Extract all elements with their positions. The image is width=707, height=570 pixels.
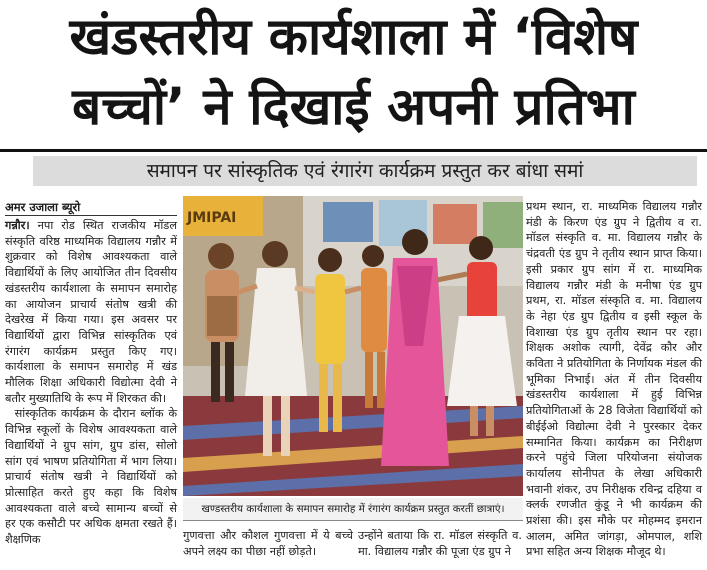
banner-text: JMIPAI <box>187 210 237 226</box>
article-column-left <box>5 218 177 548</box>
headline-line-2: बच्चों’ ने दिखाई अपनी प्रतिभा <box>72 78 635 137</box>
article-column-right <box>526 199 702 560</box>
article-paragraph <box>5 406 177 547</box>
article-column-bottom-2: उन्होंने बताया कि रा. मॉडल संस्कृति व. मा. विद्यालय गन्नौर की पूजा एंड ग्रुप ने <box>358 529 522 558</box>
article-column-bottom-1: गुणवत्ता और कौशल गुणवत्ता में ये बच्चे अपने लक्ष्य का पीछा नहीं छोड़ते। <box>183 529 353 558</box>
byline: अमर उजाला ब्यूरो <box>5 199 177 216</box>
photo-caption: खण्डस्तरीय कार्यशाला के समापन समारोह में रंगारंग कार्यक्रम प्रस्तुत करतीं छात्राएं। <box>183 498 523 521</box>
headline-block <box>0 0 707 152</box>
subheadline: समापन पर सांस्कृतिक एवं रंगारंग कार्यक्रम प्रस्तुत कर बांधा समां <box>33 156 697 186</box>
article-paragraph: प्रथम स्थान, रा. माध्यमिक विद्यालय गन्नौर मंडी के किरण एंड ग्रुप ने द्वितीय व रा. मॉडल संस्कृति व. मा. विद्यालय गन्नौर के चंद्रवती एंड ग्रुप ने तृतीय स्थान प्राप्त किया। इसी प्रकार ग्रुप सांग में रा. माध्यमिक विद्यालय गन्नौर मंडी के मनीषा एंड ग्रुप प्रथम, रा. मॉडल संस्कृति व. मा. विद्यालय के नेहा एंड ग्रुप द्वितीय व इसी स्कूल के विशाखा एंड ग्रुप तृतीय स्थान पर रहा। शिक्षक अशोक त्यागी, देवेंद्र कौर और कविता ने प्रतियोगिता के निर्णायक मंडल की भूमिका निभाई। अंत में तीन दिवसीय खंडस्तरीय कार्यशाला में हुई विभिन्न प्रतियोगिताओं के 28 विजेता विद्यार्थियों को बीईईओ विद्योत्मा देवी ने पुरस्कार देकर सम्मानित किया। कार्यक्रम का निरीक्षण करने पहुंचे जिला परियोजना संयोजक कार्यालय सोनीपत के लेखा अधिकारी भवानी शंकर, उप निरीक्षक रविन्द्र दहिया व क्लर्क रणजीत कुंडू ने भी कार्यक्रम की प्रशंसा की। इस मौके पर मोहम्मद इमरान आलम, अमित जांगड़ा, ओमपाल, शशि प्रभा सहित अन्य शिक्षक मौजूद थे। <box>526 200 702 559</box>
paragraph-text: सांस्कृतिक कार्यक्रम के दौरान ब्लॉक के विभिन्न स्कूलों के विशेष आवश्यकता वाले विद्यार्थियों ने ग्रुप सांग, ग्रुप डांस, सोलो सांग एवं भाषण प्रतियोगिता में भाग लिया। प्राचार्य संतोष खत्री ने विद्यार्थियों को प्रोत्साहित करते हुए कहा कि विशेष आवश्यकता वाले बच्चे सामान्य बच्चों से हर एक कसौटी पर अधिक क्षमता रखते हैं। शैक्षणिक <box>5 407 177 547</box>
paragraph-text: नपा रोड स्थित राजकीय मॉडल संस्कृति वरिष्ठ माध्यमिक विद्यालय गन्नौर में शुक्रवार को विशेष आवश्यकता वाले विद्यार्थियों के लिए आयोजित तीन दिवसीय खंडस्तरीय कार्यशाला के समापन समारोह का आयोजन प्राचार्य संतोष खत्री की देखरेख में किया गया। इस अवसर पर विद्यार्थियों द्वारा विभिन्न सांस्कृतिक एवं रंगारंग कार्यक्रम प्रस्तुत किए गए। कार्यशाला के समापन समारोह में खंड मौलिक शिक्षा अधिकारी विद्योत्मा देवी ने बतौर मुख्यातिथि के रूप में शिरकत की। <box>5 219 178 405</box>
article-paragraph <box>5 218 177 406</box>
dateline: गन्नौर। <box>5 219 30 232</box>
event-photo <box>183 196 523 496</box>
headline-line-1: खंडस्तरीय कार्यशाला में ‘विशेष <box>69 8 638 67</box>
